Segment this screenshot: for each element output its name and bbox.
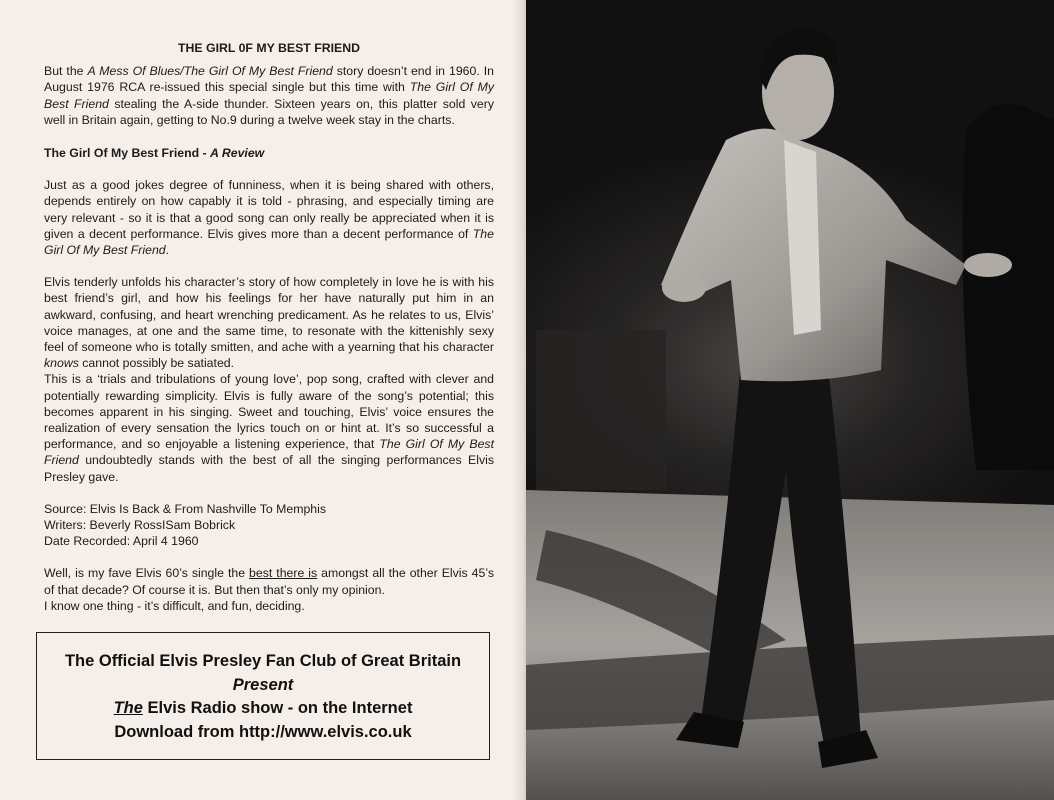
p2-title: The Girl Of My Best Friend [44,226,494,258]
paragraph-performance [44,177,494,258]
article [44,40,494,614]
ad-radio-text: Elvis Radio show - on the Internet [142,699,413,717]
p3-text-c: cannot possibly be satiated. [78,356,235,371]
p1-title-d: The Girl Of My Best Friend [44,80,495,111]
credit-writers: Writers: Beverly RossISam Bobrick [44,518,236,533]
p2-text-a: Just as a good jokes degree of funniness, when it is being shared with others, depends entirely on how capably it is told - phrasing, and especially timing are very relevant - so it is that a good song can only really be appreciated when it is given a decent performance. Elvis gives more than a decent performance of [44,178,494,241]
p1-text-a: But the [44,64,88,79]
ad-line-download: Download from http://www.elvis.co.uk [114,722,412,741]
paragraph-reissue [44,63,494,128]
ad-line-radio-show [37,697,489,721]
credit-date: Date Recorded: April 4 1960 [44,534,199,549]
left-page [0,0,526,800]
elvis-stage-photo [526,0,1054,800]
photo-page [526,0,1054,800]
p1-text-c: story doesn’t end in 1960. In August 1976 RCA re-issued this special single but this time with [44,64,494,95]
p1-title-a: A Mess Of Blues/The Girl Of My Best Friend [87,64,333,79]
paragraph-pop-song [44,371,494,484]
p5-text-c: amongst all the other Elvis 45’s of that decade? Of course it is. But then that’s only my opinion. [44,566,494,597]
paragraph-opinion [44,565,494,597]
fan-club-ad-box [36,632,490,760]
review-heading-italic: A Review [210,146,265,161]
review-heading [44,145,494,161]
ad-line-present: Present [232,675,294,694]
paragraph-closing: I know one thing - it’s difficult, and fun, deciding. [44,598,305,613]
p5-text-a: Well, is my fave Elvis 60’s single the [44,566,250,581]
p3-text-a: Elvis tenderly unfolds his character’s story of how completely in love he is with his best friend’s girl, and how his feelings for her have naturally put him in an awkward, confusing, and heart wrenching predicament. As he relates to us, Elvis’ voice manages, at one and the same time, to resonate with the kittenishly sexy feel of someone who is totally smitten, and ache with a yearning that his character [44,275,494,355]
article-title: THE GIRL 0F MY BEST FRIEND [178,41,360,55]
p4-text-c: undoubtedly stands with the best of all the singing performances Elvis Presley gave. [44,453,494,484]
ad-the-word: The [113,699,143,717]
credit-source: Source: Elvis Is Back & From Nashville To Memphis [44,501,327,516]
page-gutter-shadow [512,0,526,800]
p3-italic-knows: knows [44,356,79,371]
ad-line-fan-club: The Official Elvis Presley Fan Club of Great Britain [64,652,462,670]
paragraph-story [44,274,494,371]
review-heading-text: The Girl Of My Best Friend - [44,146,211,161]
p5-underlined: best there is [249,566,318,581]
p4-text-a: This is a ‘trials and tribulations of young love’, pop song, crafted with clever and potentially rewarding simplicity. Elvis is fully aware of the song’s potential; this becomes apparent in his singing. Sweet and touching, Elvis’ voice ensures the realization of every sensation the lyrics touch on or hint at. It’s so successful a performance, and so enjoyable a listening experience, that [44,372,494,452]
p1-text-e: stealing the A-side thunder. Sixteen years on, this platter sold very well in Britain again, getting to No.9 during a twelve week stay in the charts. [44,96,494,127]
p2-text-c: . [165,243,170,258]
photo-vignette [526,0,1054,800]
song-credits [44,501,494,550]
p4-title: The Girl Of My Best Friend [44,437,494,468]
